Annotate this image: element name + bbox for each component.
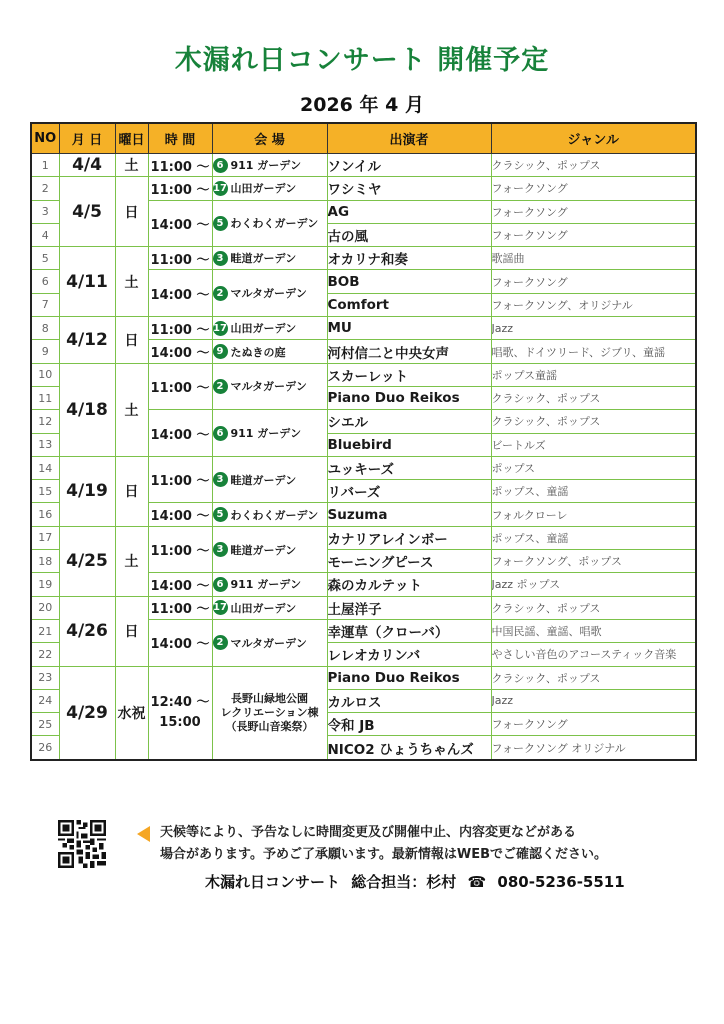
row-time: 11:00 ～ (148, 247, 212, 270)
row-performer: NICO2 ひょうちゃんズ (327, 736, 491, 760)
qr-code-icon[interactable] (58, 820, 106, 868)
col-header-performer: 出演者 (327, 123, 491, 154)
row-genre: 歌謡曲 (491, 247, 696, 270)
row-performer: Piano Duo Reikos (327, 386, 491, 409)
venue-line: レクリエーション棟 (220, 705, 319, 719)
table-row (31, 666, 696, 689)
venue-name: わくわくガーデン (230, 508, 319, 522)
row-genre: クラシック、ポップス (491, 154, 696, 177)
row-venue (212, 340, 327, 363)
row-genre: クラシック、ポップス (491, 410, 696, 433)
row-genre: やさしい音色のアコースティック音楽 (491, 643, 696, 666)
venue-name: 畦道ガーデン (230, 252, 297, 266)
time-start: 12:40 ～ (150, 694, 210, 710)
row-no: 8 (31, 317, 59, 340)
row-no: 3 (31, 200, 59, 223)
table-row (31, 247, 696, 270)
row-venue (212, 154, 327, 177)
venue-number-badge: 3 (213, 542, 228, 557)
row-no: 20 (31, 596, 59, 619)
row-no: 6 (31, 270, 59, 293)
row-day: 日 (115, 317, 148, 364)
row-performer: Suzuma (327, 503, 491, 526)
row-date: 4/19 (59, 456, 115, 526)
row-time: 11:00 ～ (148, 596, 212, 619)
contact-org: 木漏れ日コンサート (205, 873, 341, 891)
row-time (148, 666, 212, 760)
table-row (31, 154, 696, 177)
contact-line (205, 871, 631, 892)
row-no: 22 (31, 643, 59, 666)
row-genre: Jazz (491, 689, 696, 712)
venue-name: 911 ガーデン (230, 427, 302, 441)
time-end: 15:00 (159, 714, 201, 730)
venue-name: 畦道ガーデン (230, 543, 297, 557)
row-genre: フォークソング (491, 270, 696, 293)
venue-name: 911 ガーデン (230, 159, 302, 173)
row-date: 4/11 (59, 247, 115, 317)
venue-name: わくわくガーデン (230, 217, 319, 231)
row-performer: 古の風 (327, 223, 491, 246)
row-no: 26 (31, 736, 59, 760)
row-time: 11:00 ～ (148, 363, 212, 410)
venue-number-badge: 5 (213, 216, 228, 231)
row-performer: ユッキーズ (327, 456, 491, 479)
row-date: 4/29 (59, 666, 115, 760)
row-day: 土 (115, 526, 148, 596)
row-genre: 唱歌、ドイツリード、ジブリ、童謡 (491, 340, 696, 363)
row-time: 11:00 ～ (148, 526, 212, 573)
row-time: 14:00 ～ (148, 573, 212, 596)
row-venue (212, 596, 327, 619)
col-header-day: 曜日 (115, 123, 148, 154)
row-performer: レレオカリンバ (327, 643, 491, 666)
venue-name: 畦道ガーデン (230, 473, 297, 487)
row-day: 水祝 (115, 666, 148, 760)
contact-phone[interactable]: 080-5236-5511 (497, 873, 625, 891)
col-header-no: NO (31, 123, 59, 154)
row-genre: フォークソング (491, 200, 696, 223)
row-genre: フォークソング、ポップス (491, 550, 696, 573)
row-performer: オカリナ和奏 (327, 247, 491, 270)
row-performer: モーニングピース (327, 550, 491, 573)
row-time: 14:00 ～ (148, 340, 212, 363)
row-genre: クラシック、ポップス (491, 596, 696, 619)
row-no: 19 (31, 573, 59, 596)
row-time: 11:00 ～ (148, 154, 212, 177)
schedule-table (30, 122, 697, 761)
row-venue (212, 247, 327, 270)
contact-person: 総合担当：杉村 (351, 873, 457, 891)
venue-number-badge: 5 (213, 507, 228, 522)
row-genre: ビートルズ (491, 433, 696, 456)
month-heading: 2026 年 4 月 (300, 94, 424, 116)
row-day: 土 (115, 363, 148, 456)
row-performer: シエル (327, 410, 491, 433)
row-genre: フォークソング (491, 223, 696, 246)
row-day: 土 (115, 247, 148, 317)
row-no: 13 (31, 433, 59, 456)
row-date: 4/25 (59, 526, 115, 596)
row-performer: リバーズ (327, 480, 491, 503)
notice-text: 天候等により、予告なしに時間変更及び開催中止、内容変更などがある (160, 825, 577, 840)
table-row (31, 596, 696, 619)
row-performer: スカーレット (327, 363, 491, 386)
row-venue (212, 619, 327, 666)
venue-number-badge: 17 (213, 182, 227, 194)
row-venue (212, 573, 327, 596)
venue-number-badge: 2 (213, 286, 228, 301)
col-header-time: 時 間 (148, 123, 212, 154)
row-date: 4/12 (59, 317, 115, 364)
row-venue (212, 200, 327, 247)
row-no: 10 (31, 363, 59, 386)
table-row (31, 363, 696, 386)
row-date: 4/26 (59, 596, 115, 666)
venue-name: 山田ガーデン (230, 322, 297, 336)
row-venue (212, 526, 327, 573)
row-venue (212, 503, 327, 526)
row-genre: ポップス、童謡 (491, 526, 696, 549)
venue-name: たぬきの庭 (230, 345, 286, 359)
row-time: 11:00 ～ (148, 317, 212, 340)
row-performer: 幸運草（クローバ） (327, 619, 491, 642)
venue-name: 山田ガーデン (230, 182, 297, 196)
page-title: 木漏れ日コンサート 開催予定 (174, 45, 550, 76)
phone-icon: ☎ (467, 873, 487, 891)
row-no: 14 (31, 456, 59, 479)
row-time: 14:00 ～ (148, 200, 212, 247)
row-time: 11:00 ～ (148, 456, 212, 503)
row-performer: カナリアレインボー (327, 526, 491, 549)
row-time: 14:00 ～ (148, 619, 212, 666)
table-row (31, 317, 696, 340)
row-genre: 中国民謡、童謡、唱歌 (491, 619, 696, 642)
row-time: 14:00 ～ (148, 410, 212, 457)
row-genre: ポップス (491, 456, 696, 479)
row-genre: ポップス童謡 (491, 363, 696, 386)
arrow-left-icon (137, 826, 150, 842)
row-performer: ワシミヤ (327, 177, 491, 200)
col-header-date: 月 日 (59, 123, 115, 154)
table-row (31, 456, 696, 479)
row-venue (212, 666, 327, 760)
row-no: 15 (31, 480, 59, 503)
row-time: 11:00 ～ (148, 177, 212, 200)
row-no: 18 (31, 550, 59, 573)
row-day: 日 (115, 177, 148, 247)
row-no: 25 (31, 713, 59, 736)
row-no: 17 (31, 526, 59, 549)
venue-number-badge: 2 (213, 635, 228, 650)
col-header-genre: ジャンル (491, 123, 696, 154)
row-date: 4/5 (59, 177, 115, 247)
row-date: 4/18 (59, 363, 115, 456)
row-no: 21 (31, 619, 59, 642)
row-performer: 河村信二と中央女声 (327, 340, 491, 363)
row-performer: 森のカルテット (327, 573, 491, 596)
venue-name: マルタガーデン (230, 636, 307, 650)
row-genre: Jazz ポップス (491, 573, 696, 596)
header-row (31, 123, 696, 154)
venue-number-badge: 17 (213, 602, 227, 614)
row-date: 4/4 (59, 154, 115, 177)
row-day: 日 (115, 596, 148, 666)
row-no: 5 (31, 247, 59, 270)
row-day: 日 (115, 456, 148, 526)
row-no: 16 (31, 503, 59, 526)
venue-line: （長野山音楽祭） (225, 719, 314, 733)
venue-name: マルタガーデン (230, 380, 307, 394)
venue-number-badge: 3 (213, 472, 228, 487)
row-genre: フォルクローレ (491, 503, 696, 526)
venue-number-badge: 6 (213, 577, 228, 592)
row-performer: BOB (327, 270, 491, 293)
row-genre: フォークソング (491, 713, 696, 736)
row-performer: Comfort (327, 293, 491, 316)
row-time: 14:00 ～ (148, 270, 212, 317)
row-genre: フォークソング、オリジナル (491, 293, 696, 316)
venue-number-badge: 17 (213, 322, 227, 334)
venue-number-badge: 6 (213, 158, 228, 173)
row-performer: Piano Duo Reikos (327, 666, 491, 689)
row-venue (212, 363, 327, 410)
row-genre: クラシック、ポップス (491, 386, 696, 409)
notice-text: 場合があります。予めご了承願います。最新情報はWEBでご確認ください。 (160, 847, 608, 862)
row-venue (212, 317, 327, 340)
row-performer: 令和 JB (327, 713, 491, 736)
row-day: 土 (115, 154, 148, 177)
row-no: 7 (31, 293, 59, 316)
row-genre: フォークソング オリジナル (491, 736, 696, 760)
row-no: 4 (31, 223, 59, 246)
row-performer: 土屋洋子 (327, 596, 491, 619)
row-genre: フォークソング (491, 177, 696, 200)
row-performer: AG (327, 200, 491, 223)
venue-line: 長野山緑地公園 (231, 691, 308, 705)
row-no: 2 (31, 177, 59, 200)
row-venue (212, 456, 327, 503)
row-venue (212, 410, 327, 457)
venue-number-badge: 9 (213, 344, 228, 359)
venue-number-badge: 6 (213, 426, 228, 441)
row-genre: Jazz (491, 317, 696, 340)
venue-name: マルタガーデン (230, 287, 307, 301)
row-genre: クラシック、ポップス (491, 666, 696, 689)
venue-number-badge: 2 (213, 379, 228, 394)
row-no: 11 (31, 386, 59, 409)
table-row (31, 526, 696, 549)
row-no: 23 (31, 666, 59, 689)
row-venue (212, 270, 327, 317)
col-header-venue: 会 場 (212, 123, 327, 154)
row-venue (212, 177, 327, 200)
row-no: 24 (31, 689, 59, 712)
row-genre: ポップス、童謡 (491, 480, 696, 503)
venue-name: 山田ガーデン (230, 601, 297, 615)
row-no: 9 (31, 340, 59, 363)
venue-number-badge: 3 (213, 251, 228, 266)
row-time: 14:00 ～ (148, 503, 212, 526)
venue-name: 911 ガーデン (230, 578, 302, 592)
row-performer: ソンイル (327, 154, 491, 177)
row-performer: カルロス (327, 689, 491, 712)
row-performer: MU (327, 317, 491, 340)
row-no: 12 (31, 410, 59, 433)
row-performer: Bluebird (327, 433, 491, 456)
table-row (31, 177, 696, 200)
row-no: 1 (31, 154, 59, 177)
